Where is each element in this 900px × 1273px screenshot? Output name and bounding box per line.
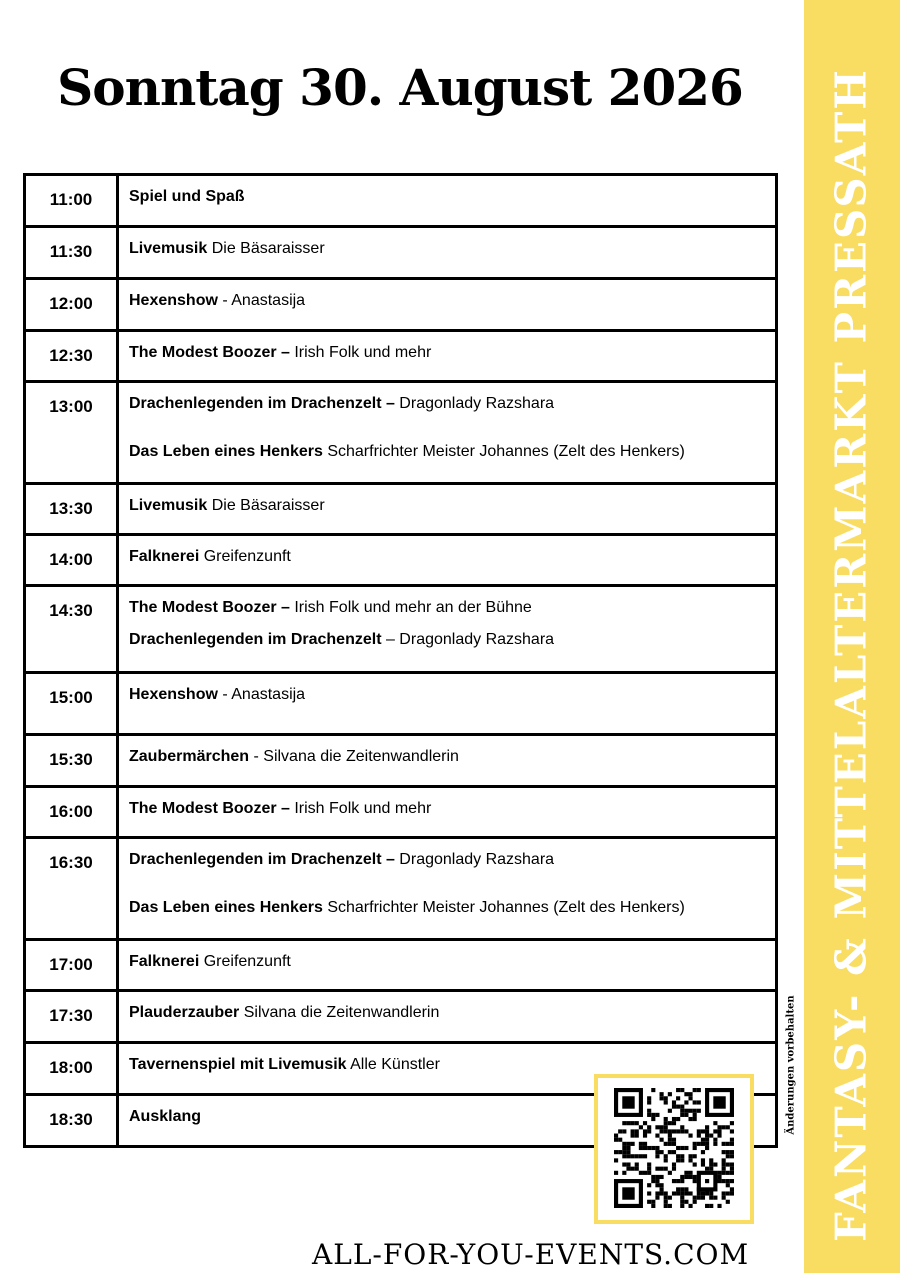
event-title: Das Leben eines Henkers xyxy=(129,899,323,916)
event-detail: Alle Künstler xyxy=(346,1056,440,1073)
time-cell: 11:00 xyxy=(25,175,118,227)
event-cell xyxy=(118,735,777,787)
event-cell xyxy=(118,991,777,1043)
event-detail: Irish Folk und mehr xyxy=(289,344,432,361)
time-cell: 18:00 xyxy=(25,1043,118,1095)
event-detail: Irish Folk und mehr xyxy=(289,800,432,817)
event-title: The Modest Boozer – xyxy=(129,599,290,616)
event-title: Tavernenspiel mit Livemusik xyxy=(129,1056,347,1073)
time-cell: 12:00 xyxy=(25,279,118,331)
event-cell xyxy=(118,484,777,535)
table-row xyxy=(25,279,777,331)
time-cell: 16:30 xyxy=(25,838,118,940)
time-cell: 14:30 xyxy=(25,586,118,673)
event-detail: Dragonlady Razshara xyxy=(394,851,555,868)
event-cell xyxy=(118,673,777,735)
event-cell xyxy=(118,535,777,586)
qr-code-icon xyxy=(614,1088,734,1208)
event-title: Falknerei xyxy=(129,953,200,970)
event-title: The Modest Boozer – xyxy=(129,800,290,817)
table-row xyxy=(25,535,777,586)
event-detail: - Anastasija xyxy=(217,686,306,703)
event-line xyxy=(129,344,765,362)
time-cell: 14:00 xyxy=(25,535,118,586)
page-title: Sonntag 30. August 2026 xyxy=(57,58,743,117)
event-title: Drachenlegenden im Drachenzelt – xyxy=(129,395,395,412)
schedule-body xyxy=(25,175,777,1147)
event-title: Zaubermärchen xyxy=(129,748,250,765)
table-row xyxy=(25,787,777,838)
event-line xyxy=(129,292,765,310)
schedule-table xyxy=(23,173,778,1148)
event-cell xyxy=(118,382,777,484)
event-line xyxy=(129,1004,765,1022)
event-line xyxy=(129,631,765,649)
event-detail: – Dragonlady Razshara xyxy=(381,631,555,648)
event-title: Drachenlegenden im Drachenzelt xyxy=(129,631,382,648)
website-link[interactable]: ALL-FOR-YOU-EVENTS.COM xyxy=(312,1238,750,1271)
event-line xyxy=(129,240,765,258)
changes-note: Änderungen vorbehalten xyxy=(785,995,797,1135)
time-cell: 17:30 xyxy=(25,991,118,1043)
event-line xyxy=(129,599,765,617)
time-cell: 15:00 xyxy=(25,673,118,735)
event-line xyxy=(129,899,765,917)
event-cell xyxy=(118,940,777,991)
time-cell: 11:30 xyxy=(25,227,118,279)
table-row xyxy=(25,586,777,673)
event-line xyxy=(129,686,765,704)
event-line xyxy=(129,548,765,566)
event-detail: Greifenzunft xyxy=(199,953,291,970)
event-title: Falknerei xyxy=(129,548,200,565)
table-row xyxy=(25,331,777,382)
time-cell: 16:00 xyxy=(25,787,118,838)
table-row xyxy=(25,673,777,735)
time-cell: 12:30 xyxy=(25,331,118,382)
event-title: Livemusik xyxy=(129,497,208,514)
event-cell xyxy=(118,227,777,279)
table-row xyxy=(25,227,777,279)
table-row xyxy=(25,484,777,535)
event-cell xyxy=(118,279,777,331)
qr-code[interactable] xyxy=(594,1074,754,1224)
table-row xyxy=(25,175,777,227)
time-cell: 15:30 xyxy=(25,735,118,787)
event-title: Livemusik xyxy=(129,240,208,257)
table-row xyxy=(25,735,777,787)
event-cell xyxy=(118,175,777,227)
event-detail: Scharfrichter Meister Johannes (Zelt des Henkers) xyxy=(322,443,685,460)
table-row xyxy=(25,940,777,991)
event-line xyxy=(129,800,765,818)
time-cell: 13:00 xyxy=(25,382,118,484)
time-cell: 17:00 xyxy=(25,940,118,991)
event-detail: Die Bäsaraisser xyxy=(207,240,325,257)
event-detail: Die Bäsaraisser xyxy=(207,497,325,514)
event-cell xyxy=(118,586,777,673)
event-title: Hexenshow xyxy=(129,292,218,309)
event-cell xyxy=(118,331,777,382)
event-title: Drachenlegenden im Drachenzelt – xyxy=(129,851,395,868)
event-detail: Scharfrichter Meister Johannes (Zelt des Henkers) xyxy=(322,899,685,916)
event-title: Das Leben eines Henkers xyxy=(129,443,323,460)
event-title: The Modest Boozer – xyxy=(129,344,290,361)
table-row xyxy=(25,382,777,484)
event-detail: Greifenzunft xyxy=(199,548,291,565)
event-line xyxy=(129,443,765,461)
event-detail: Silvana die Zeitenwandlerin xyxy=(239,1004,440,1021)
event-line xyxy=(129,395,765,413)
time-cell: 13:30 xyxy=(25,484,118,535)
event-line xyxy=(129,497,765,515)
event-title: Ausklang xyxy=(129,1108,202,1125)
event-title: Plauderzauber xyxy=(129,1004,240,1021)
event-detail: - Silvana die Zeitenwandlerin xyxy=(249,748,459,765)
time-cell: 18:30 xyxy=(25,1095,118,1147)
event-line xyxy=(129,953,765,971)
event-line xyxy=(129,851,765,869)
table-row xyxy=(25,991,777,1043)
sidebar-title: FANTASY- & MITTELALTERMARKT PRESSATH xyxy=(826,68,876,1242)
event-line xyxy=(129,188,765,206)
event-detail: Dragonlady Razshara xyxy=(394,395,555,412)
event-cell xyxy=(118,787,777,838)
event-title: Spiel und Spaß xyxy=(129,188,245,205)
event-line xyxy=(129,1056,765,1074)
event-detail: Irish Folk und mehr an der Bühne xyxy=(289,599,532,616)
event-detail: - Anastasija xyxy=(217,292,306,309)
table-row xyxy=(25,838,777,940)
event-cell xyxy=(118,838,777,940)
event-title: Hexenshow xyxy=(129,686,218,703)
event-line xyxy=(129,748,765,766)
